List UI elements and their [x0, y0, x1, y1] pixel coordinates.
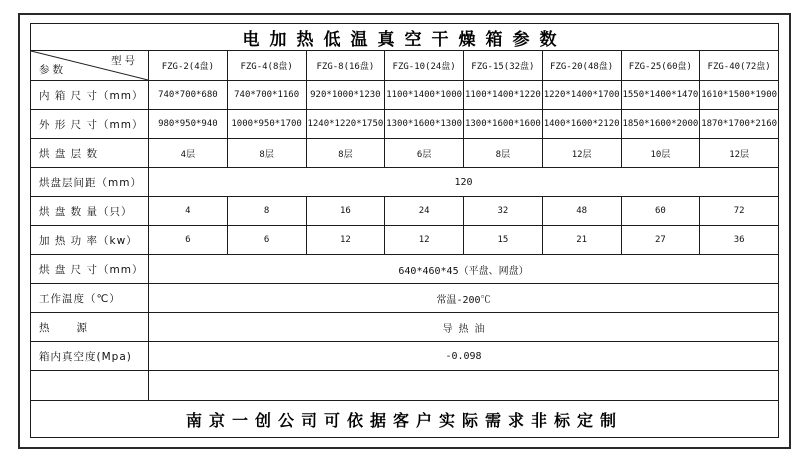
cell-span-value: 640*460*45（平盘、网盘） [149, 255, 779, 284]
row-empty [31, 371, 779, 401]
row-vacuum-degree [31, 342, 779, 371]
row-label: 外 形 尺 寸（mm） [31, 110, 149, 139]
cell-value: 48 [542, 197, 621, 226]
cell-value: 15 [464, 226, 543, 255]
cell-value: 8 [227, 197, 306, 226]
table-title: 电加热低温真空干燥箱参数 [31, 24, 779, 51]
row-label: 热 源 [31, 313, 149, 342]
cell-value: 12 [385, 226, 464, 255]
row-outer-size [31, 110, 779, 139]
table-footer-row [31, 401, 779, 438]
cell-value: 8层 [306, 139, 385, 168]
spec-table [30, 23, 779, 438]
cell-value: 4 [149, 197, 228, 226]
cell-value: 24 [385, 197, 464, 226]
cell-value: 1240*1220*1750 [306, 110, 385, 139]
cell-value: 1100*1400*1220 [464, 81, 543, 110]
row-label: 烘 盘 数 量（只） [31, 197, 149, 226]
row-inner-box-size [31, 81, 779, 110]
header-corner-cell [31, 51, 149, 81]
cell-value: 27 [621, 226, 700, 255]
table-title-row [31, 24, 779, 51]
row-tray-layers [31, 139, 779, 168]
model-column-header: FZG-2(4盘) [149, 51, 228, 81]
cell-value: 1870*1700*2160 [700, 110, 779, 139]
row-heating-power [31, 226, 779, 255]
cell-value: 12层 [700, 139, 779, 168]
cell-value: 1300*1600*1600 [464, 110, 543, 139]
row-label: 烘盘层间距（mm） [31, 168, 149, 197]
cell-value: 1100*1400*1000 [385, 81, 464, 110]
row-label: 烘 盘 尺 寸（mm） [31, 255, 149, 284]
cell-value: 12 [306, 226, 385, 255]
cell-value: 920*1000*1230 [306, 81, 385, 110]
model-column-header: FZG-4(8盘) [227, 51, 306, 81]
cell-value: 740*700*1160 [227, 81, 306, 110]
row-layer-spacing [31, 168, 779, 197]
row-heat-source [31, 313, 779, 342]
cell-value: 8层 [227, 139, 306, 168]
cell-value: 6 [149, 226, 228, 255]
model-column-header: FZG-10(24盘) [385, 51, 464, 81]
cell-value: 980*950*940 [149, 110, 228, 139]
model-column-header: FZG-40(72盘) [700, 51, 779, 81]
model-column-header: FZG-20(48盘) [542, 51, 621, 81]
model-column-header: FZG-15(32盘) [464, 51, 543, 81]
cell-value: 32 [464, 197, 543, 226]
cell-value: 72 [700, 197, 779, 226]
cell-value: 16 [306, 197, 385, 226]
cell-value: 1400*1600*2120 [542, 110, 621, 139]
row-tray-count [31, 197, 779, 226]
cell-value: 1300*1600*1300 [385, 110, 464, 139]
cell-value: 1220*1400*1700 [542, 81, 621, 110]
cell-value: 1550*1400*1470 [621, 81, 700, 110]
row-label: 内 箱 尺 寸（mm） [31, 81, 149, 110]
cell-value: 36 [700, 226, 779, 255]
table-header-row [31, 51, 779, 81]
cell-value: 6层 [385, 139, 464, 168]
row-label: 加 热 功 率（kw） [31, 226, 149, 255]
row-tray-size [31, 255, 779, 284]
model-column-header: FZG-25(60盘) [621, 51, 700, 81]
cell-value: 21 [542, 226, 621, 255]
cell-value: 6 [227, 226, 306, 255]
cell-span-value: 导 热 油 [149, 313, 779, 342]
cell-value: 10层 [621, 139, 700, 168]
row-label: 烘 盘 层 数 [31, 139, 149, 168]
cell-value: 1850*1600*2000 [621, 110, 700, 139]
row-label: 箱内真空度(Mpa) [31, 342, 149, 371]
row-working-temperature [31, 284, 779, 313]
cell-span-value: -0.098 [149, 342, 779, 371]
model-column-header: FZG-8(16盘) [306, 51, 385, 81]
cell-span-value [149, 371, 779, 401]
corner-label-parameter: 参数 [39, 64, 66, 76]
row-label [31, 371, 149, 401]
cell-value: 4层 [149, 139, 228, 168]
row-label: 工作温度（℃） [31, 284, 149, 313]
cell-value: 12层 [542, 139, 621, 168]
corner-label-model: 型号 [111, 55, 138, 67]
cell-value: 8层 [464, 139, 543, 168]
cell-value: 740*700*680 [149, 81, 228, 110]
cell-span-value: 常温-200℃ [149, 284, 779, 313]
cell-value: 1610*1500*1900 [700, 81, 779, 110]
cell-value: 1000*950*1700 [227, 110, 306, 139]
cell-span-value: 120 [149, 168, 779, 197]
cell-value: 60 [621, 197, 700, 226]
footer-note: 南京一创公司可依据客户实际需求非标定制 [31, 401, 779, 438]
